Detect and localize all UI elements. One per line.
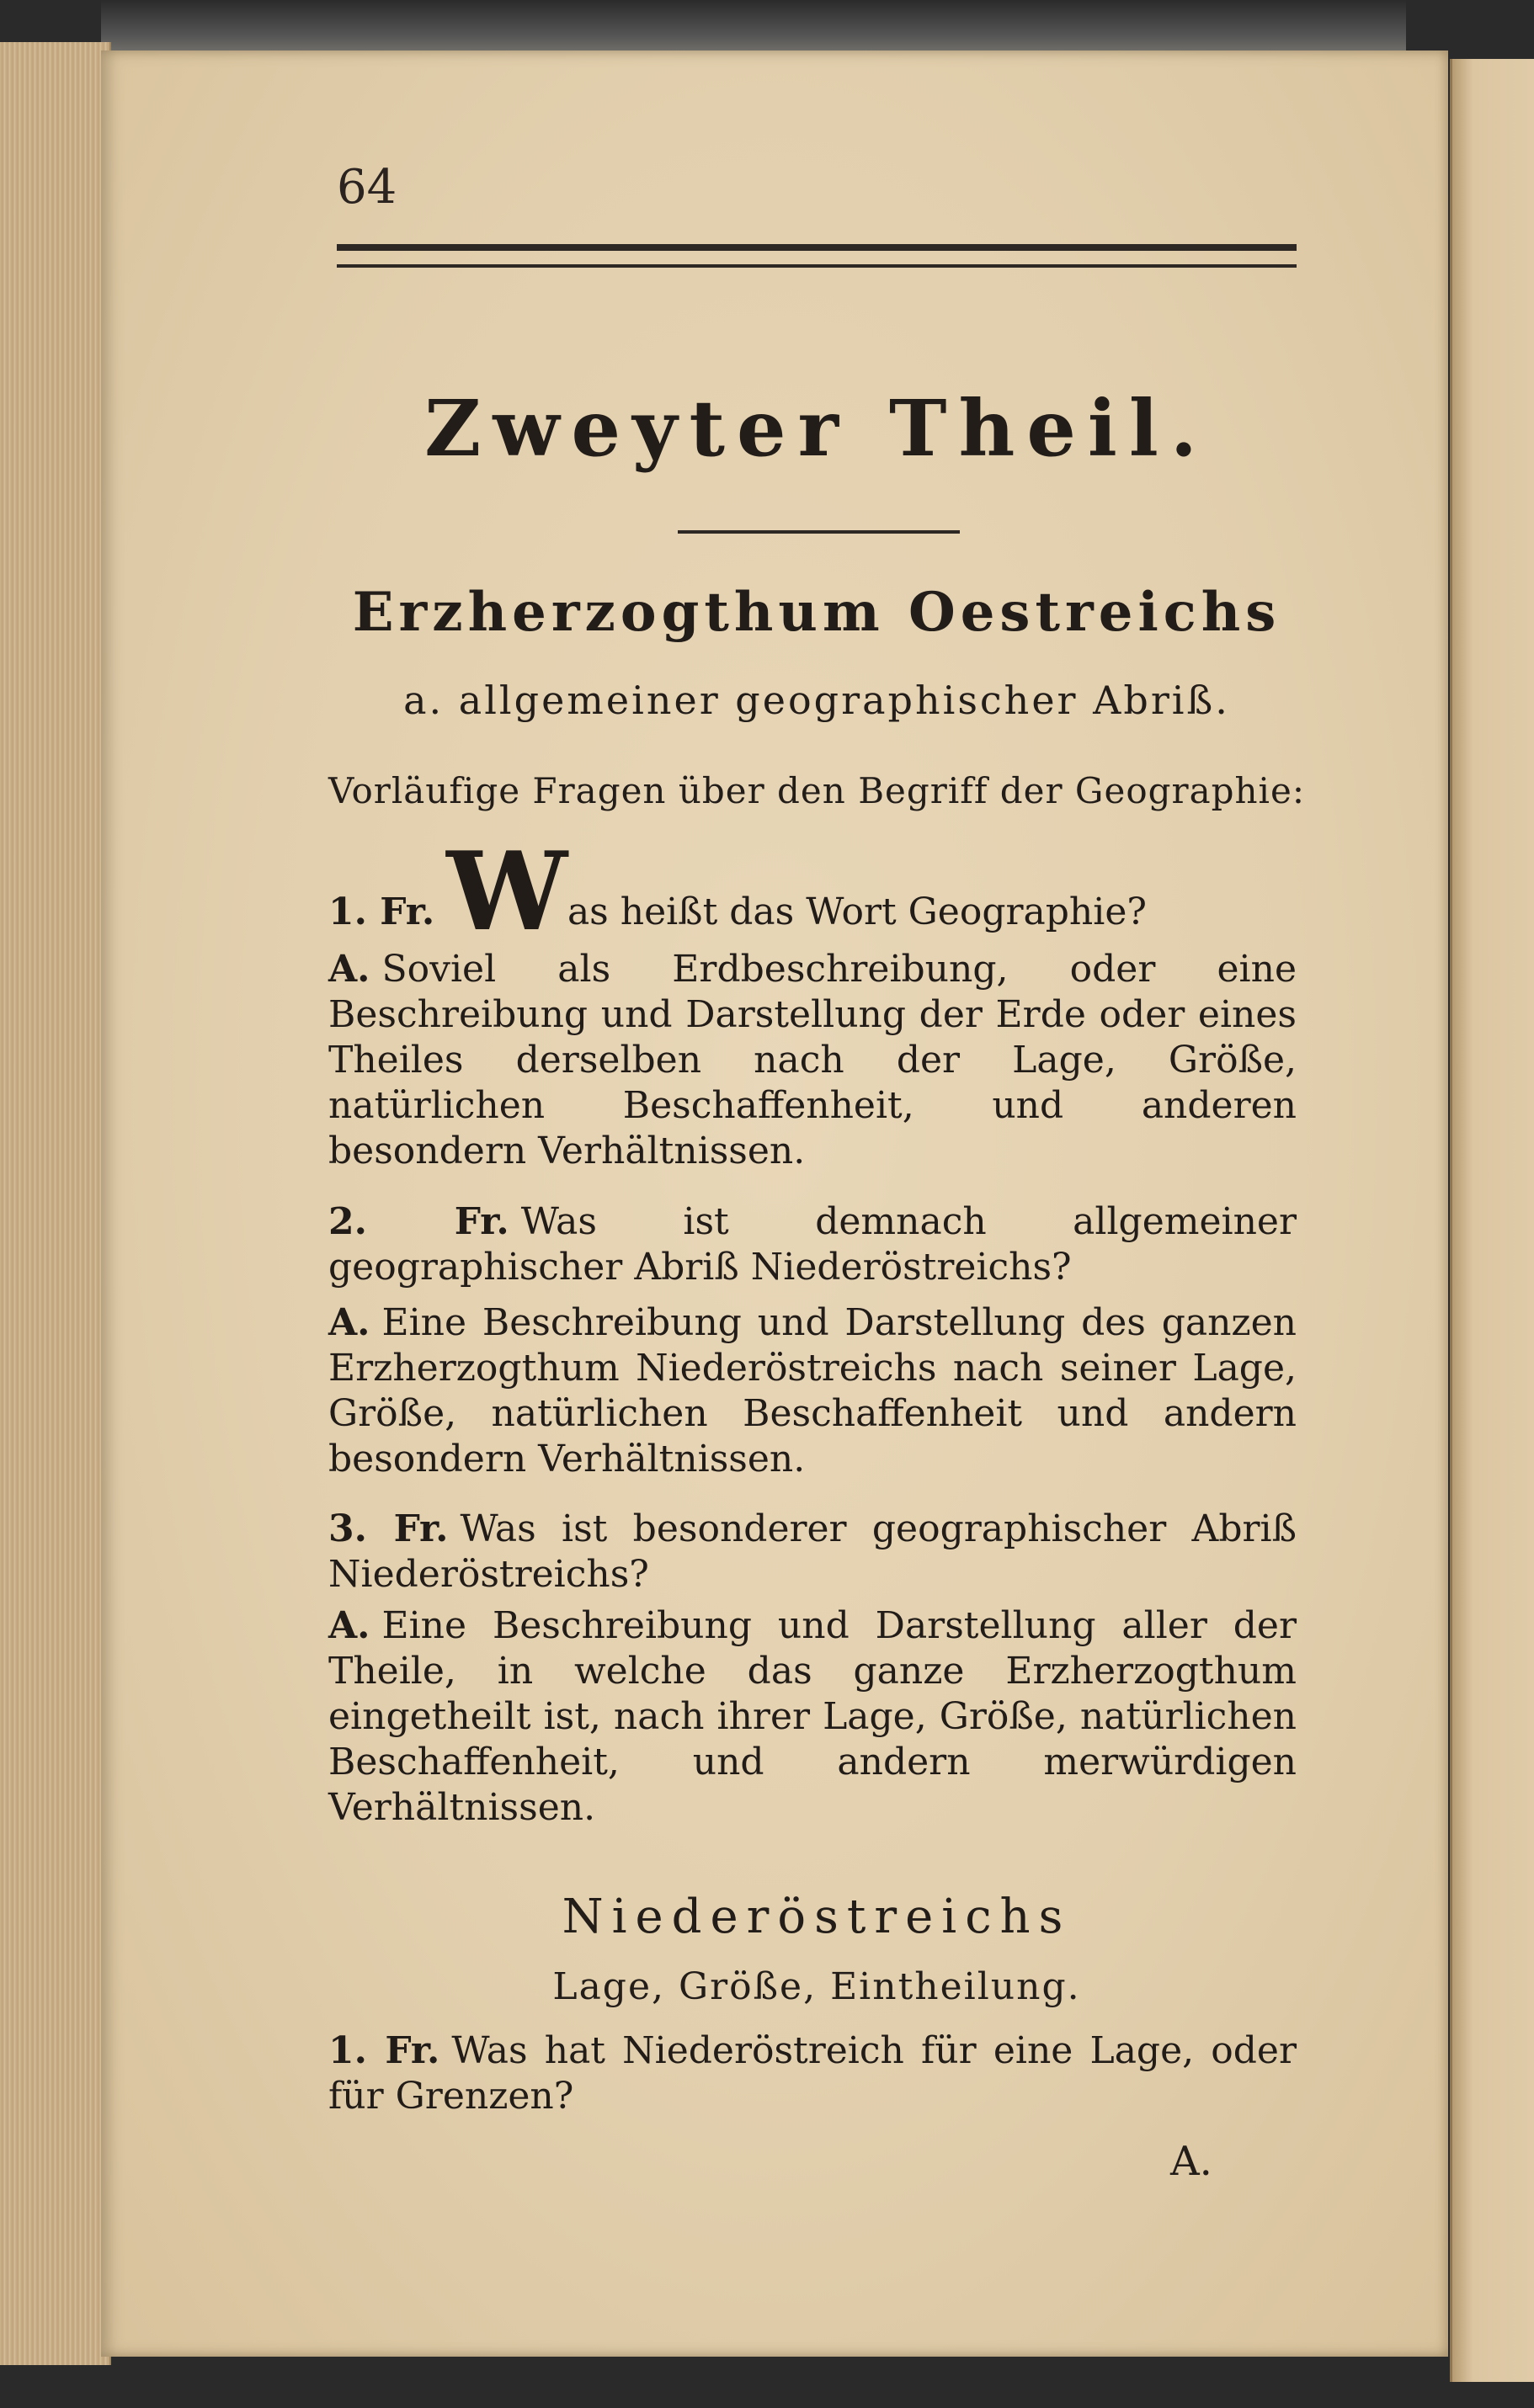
facing-page-edge [1450, 59, 1534, 2382]
catchword: A. [1170, 2138, 1212, 2185]
question-label: 2. Fr. [328, 1200, 509, 1243]
part-title: Zweyter Theil. [424, 383, 1209, 474]
question-3 [328, 1507, 1297, 1597]
drop-initial: W [446, 829, 567, 955]
header-rule [337, 244, 1297, 251]
answer-label: A. [328, 948, 370, 991]
question-text: Was ist demnach allgemeiner geographischer Abriß Niederöstreichs? [328, 1200, 1297, 1289]
region-subheading: Lage, Größe, Eintheilung. [552, 1965, 1081, 2008]
answer-2 [328, 1300, 1297, 1482]
question-2 [328, 1199, 1297, 1290]
question-text: as heißt das Wort Geographie? [567, 890, 1147, 933]
answer-label: A. [328, 1301, 370, 1344]
question-label: 1. Fr. [328, 2029, 440, 2072]
region-question-1 [328, 2028, 1297, 2119]
preliminary-questions-heading: Vorläufige Fragen über den Begriff der Geographie: [328, 770, 1305, 811]
header-rule-thin [337, 264, 1297, 268]
book-page-edges [0, 42, 111, 2365]
region-heading: Niederöstreichs [562, 1890, 1072, 1944]
answer-text: Eine Beschreibung und Darstellung aller der Theile, in welche das ganze Erzherzogthum eingetheilt ist, nach ihrer Lage, Größe, natürlichen Beschaffenheit, und andern merwürdigen Verhältnissen. [328, 1604, 1297, 1829]
answer-text: Soviel als Erdbeschreibung, oder eine Beschreibung und Darstellung der Erde oder eines Theiles derselben nach der Lage, Größe, natürlichen Beschaffenheit, und anderen besondern Verhältnissen. [328, 948, 1297, 1172]
subsection-title: a. allgemeiner geographischer Abriß. [403, 678, 1230, 723]
question-text: Was ist besonderer geographischer Abriß Niederöstreichs? [328, 1507, 1297, 1596]
question-label: 3. Fr. [328, 1507, 449, 1550]
page-number: 64 [337, 160, 397, 215]
question-text: Was hat Niederöstreich für eine Lage, oder für Grenzen? [328, 2029, 1297, 2118]
question-1 [328, 829, 1297, 955]
section-title: Erzherzogthum Oestreichs [352, 581, 1281, 644]
answer-label: A. [328, 1604, 370, 1647]
question-label: 1. Fr. [328, 890, 435, 933]
answer-3 [328, 1603, 1297, 1831]
answer-1 [328, 947, 1297, 1174]
title-divider [678, 530, 960, 534]
answer-text: Eine Beschreibung und Darstellung des ganzen Erzherzogthum Niederöstreichs nach seiner Lage, Größe, natürlichen Beschaffenheit und andern besondern Verhältnissen. [328, 1301, 1297, 1480]
